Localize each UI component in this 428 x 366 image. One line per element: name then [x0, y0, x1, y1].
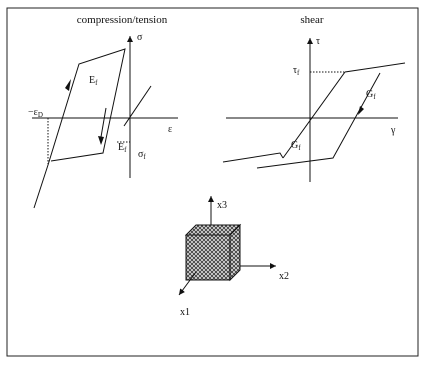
x3-axis-label: x3 [217, 200, 227, 211]
cube-front-face [186, 235, 230, 280]
sigma-axis-label: σ [137, 32, 143, 43]
loading-arrow-up [65, 79, 71, 91]
shear-lower-branch [223, 153, 283, 162]
shear-upper-branch [283, 63, 405, 158]
modulus-lower-label: $E_f$ [118, 142, 127, 154]
material-cube [179, 196, 289, 318]
shear-modulus-right-label: $G_f$ [366, 89, 376, 101]
tau-axis-label: τ [316, 36, 321, 47]
modulus-upper-label: $E_f$ [89, 75, 98, 87]
x2-axis-label: x2 [279, 271, 289, 282]
unloading-arrow-line [101, 108, 106, 137]
unloading-arrow-head [98, 136, 104, 145]
gamma-axis-label: γ [391, 125, 396, 136]
cube-side-face [230, 225, 240, 280]
compression-tension-panel [28, 14, 178, 208]
stress-f-label: $\sigma_f$ [138, 149, 146, 161]
compression-panel-title: compression/tension [76, 14, 168, 26]
compression-elastic-branch [124, 86, 151, 126]
tau-f-label: $\tau_f$ [293, 65, 300, 77]
x1-axis-label: x1 [180, 307, 190, 318]
shear-modulus-left-label: $G_f$ [291, 140, 301, 152]
shear-panel [223, 14, 405, 182]
shear-panel-title: shear [300, 14, 324, 26]
epsilon-axis-label: ε [168, 124, 173, 135]
figure-frame [7, 8, 418, 356]
strain-d-label: $-\varepsilon_D$ [28, 107, 43, 119]
